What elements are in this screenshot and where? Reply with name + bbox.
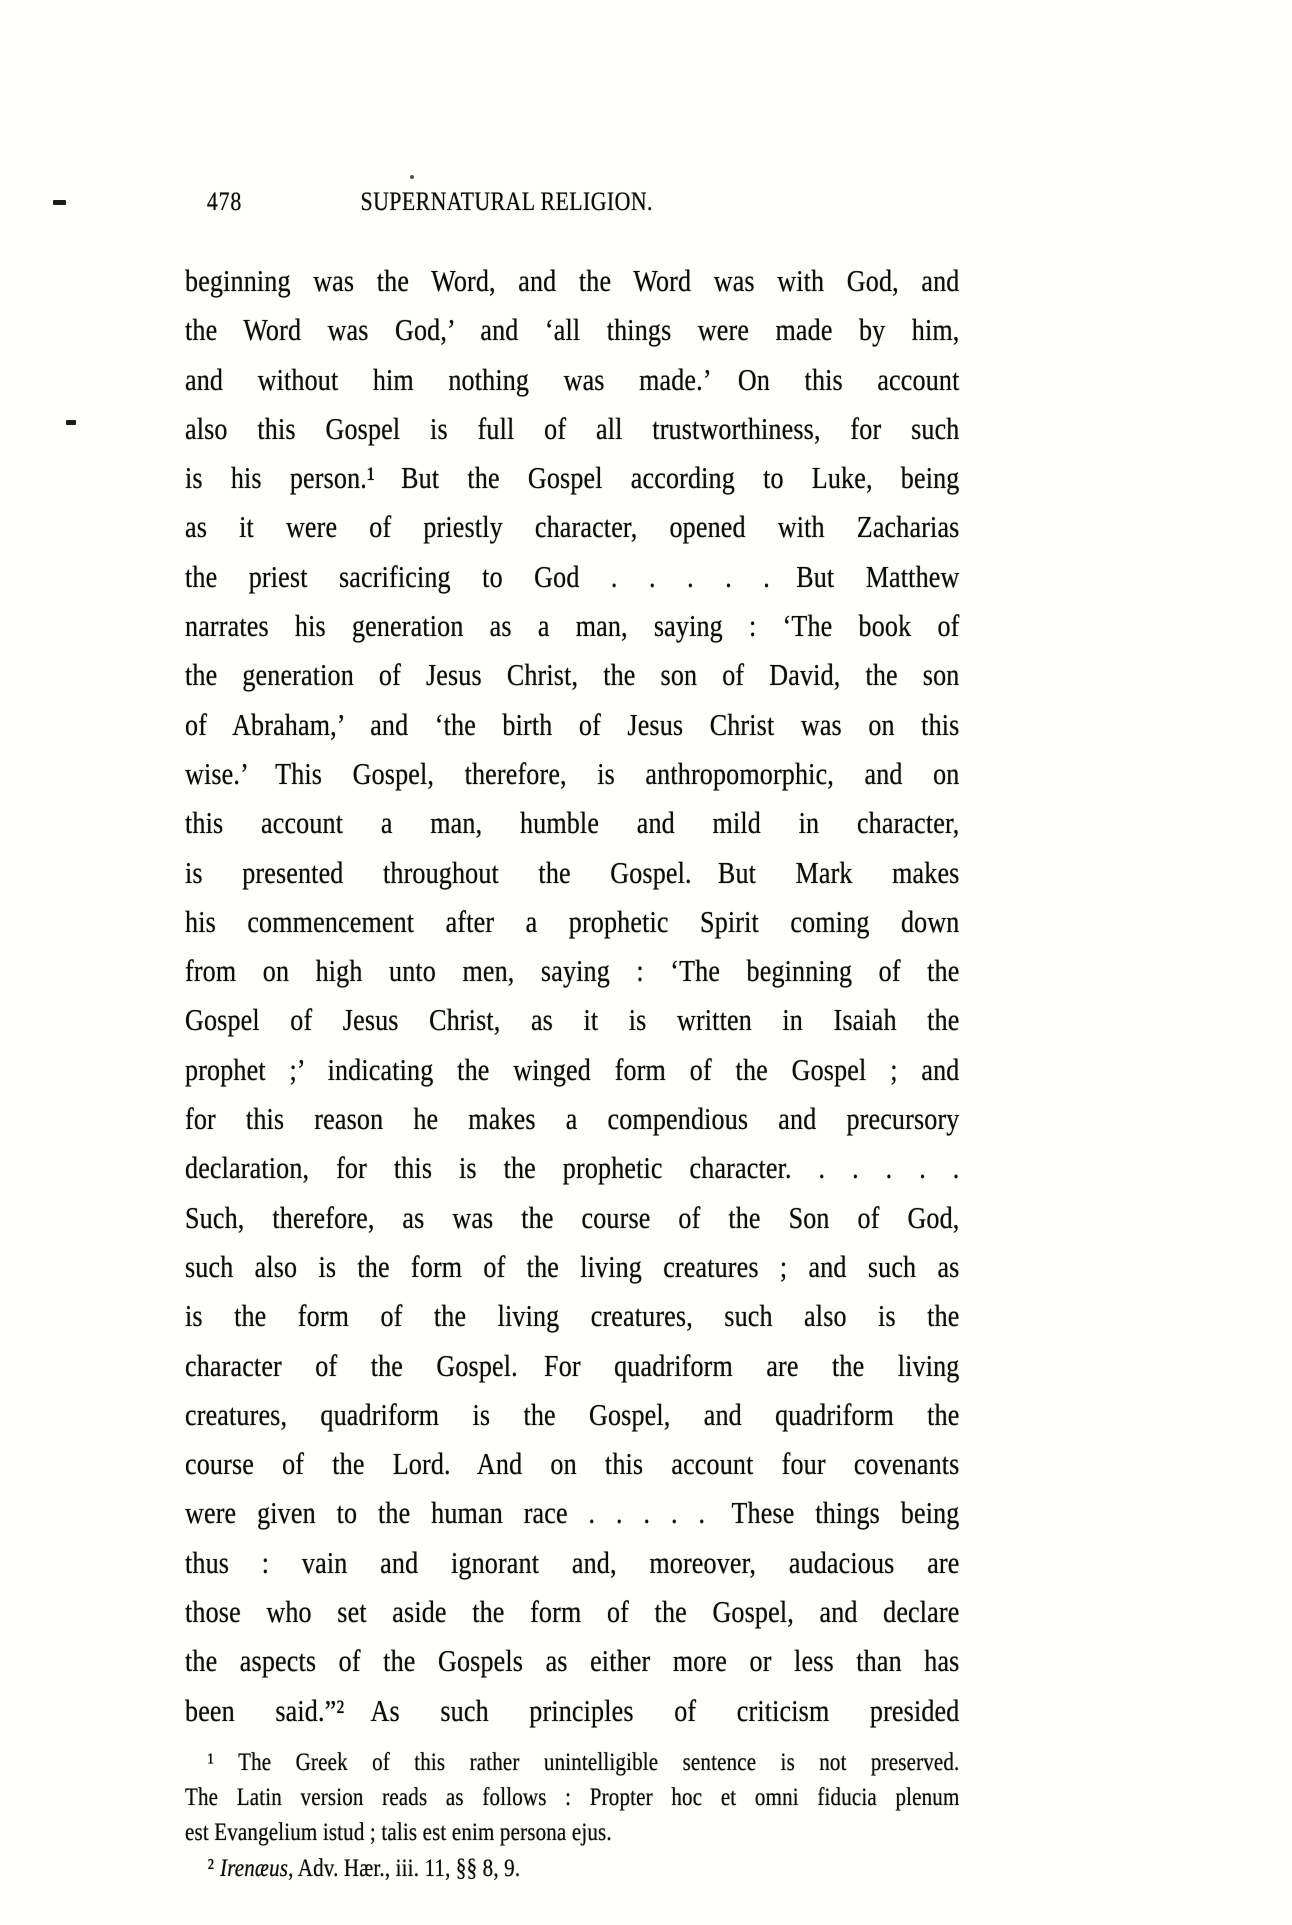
text-line: the aspects of the Gospels as either more or less than has xyxy=(185,1643,960,1679)
text-line: Gospel of Jesus Christ, as it is written in Isaiah the xyxy=(185,1002,960,1038)
footnote-citation-text: , Adv. Hær., iii. 11, §§ 8, 9. xyxy=(288,1854,521,1882)
text-line: the Word was God,’ and ‘all things were made by him, xyxy=(185,312,960,348)
type-area xyxy=(185,0,959,1925)
footnote-marker: ² xyxy=(207,1854,215,1882)
text-line: from on high unto men, saying : ‘The beginning of the xyxy=(185,953,960,989)
text-line: beginning was the Word, and the Word was with God, and xyxy=(185,263,960,298)
text-line: declaration, for this is the prophetic character. . . . . . xyxy=(185,1150,960,1186)
text-line: Such, therefore, as was the course of the Son of God, xyxy=(185,1199,960,1235)
text-line: this account a man, humble and mild in character, xyxy=(185,805,960,841)
text-line: the priest sacrificing to God . . . . . But Matthew xyxy=(185,558,960,594)
body-text xyxy=(185,256,959,1735)
text-line: also this Gospel is full of all trustworthiness, for such xyxy=(185,410,960,446)
scan-artifact xyxy=(53,200,66,205)
footnotes xyxy=(185,1745,959,1886)
text-line: those who set aside the form of the Gospel, and declare xyxy=(185,1594,960,1630)
text-line: prophet ;’ indicating the winged form of the Gospel ; and xyxy=(185,1051,960,1087)
text-line: and without him nothing was made.’ On this account xyxy=(185,361,960,397)
footnote-line: ¹ The Greek of this rather unintelligible sentence is not preserved. xyxy=(207,1749,960,1776)
footnote-citation xyxy=(185,1851,959,1886)
text-line: been said.”² As such principles of criticism presided xyxy=(185,1692,960,1728)
text-line: thus : vain and ignorant and, moreover, audacious are xyxy=(185,1544,960,1580)
footnote-line: est Evangelium istud ; talis est enim persona ejus. xyxy=(185,1819,612,1847)
text-line: his commencement after a prophetic Spirit coming down xyxy=(185,903,960,939)
text-line: is presented throughout the Gospel. But Mark makes xyxy=(185,854,960,890)
text-line: of Abraham,’ and ‘the birth of Jesus Christ was on this xyxy=(185,706,960,742)
text-line: such also is the form of the living creatures ; and such as xyxy=(185,1248,960,1284)
text-line: is his person.¹ But the Gospel according to Luke, being xyxy=(185,460,960,496)
page-number: 478 xyxy=(206,187,243,216)
text-line: character of the Gospel. For quadriform are the living xyxy=(185,1347,960,1383)
running-title: SUPERNATURAL RELIGION. xyxy=(360,187,653,216)
footnote-line: The Latin version reads as follows : Propter hoc et omni fiducia plenum xyxy=(185,1784,960,1812)
text-line: the generation of Jesus Christ, the son of David, the son xyxy=(185,657,960,693)
scan-artifact xyxy=(66,420,76,425)
text-line: were given to the human race . . . . . These things being xyxy=(185,1495,960,1531)
text-line: narrates his generation as a man, saying : ‘The book of xyxy=(185,608,960,644)
text-line: creatures, quadriform is the Gospel, and quadriform the xyxy=(185,1396,960,1432)
text-line: for this reason he makes a compendious and precursory xyxy=(185,1101,960,1137)
text-line: as it were of priestly character, opened with Zacharias xyxy=(185,509,960,545)
text-line: wise.’ This Gospel, therefore, is anthropomorphic, and on xyxy=(185,755,960,791)
text-line: is the form of the living creatures, such also is the xyxy=(185,1298,960,1334)
footnote-source-name: Irenæus xyxy=(220,1854,289,1882)
text-line: course of the Lord. And on this account four covenants xyxy=(185,1446,960,1482)
